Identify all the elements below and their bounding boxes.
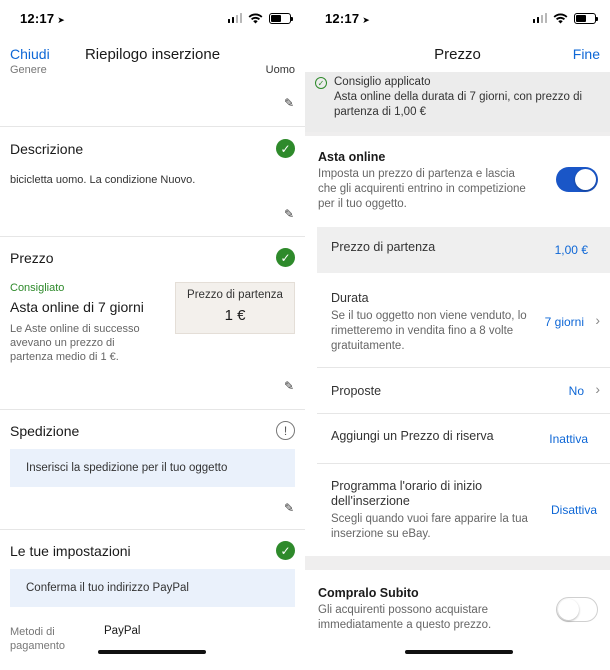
start-price-value: 1,00 € <box>554 243 588 257</box>
recommended-label: Consigliato <box>10 282 65 294</box>
reserve-price-row[interactable] <box>317 414 610 464</box>
chevron-right-icon: › <box>595 381 600 397</box>
payment-methods-label: Metodi di pagamento <box>10 626 66 652</box>
start-price-row[interactable] <box>317 227 610 273</box>
auction-title: Asta online <box>318 150 386 164</box>
auction-card <box>305 136 610 556</box>
settings-title: Le tue impostazioni <box>10 543 131 559</box>
reserve-label: Aggiungi un Prezzo di riserva <box>331 429 494 443</box>
pencil-icon[interactable]: ✎ <box>283 501 294 515</box>
pencil-icon[interactable]: ✎ <box>283 96 294 110</box>
start-price-value: 1 € <box>224 307 246 324</box>
location-arrow-icon: ➤ <box>57 14 65 25</box>
schedule-label: Programma l'orario di inizio dell'inserzione <box>331 479 483 508</box>
wifi-icon <box>248 13 263 24</box>
duration-row[interactable] <box>317 273 610 368</box>
check-circle-icon: ✓ <box>315 77 327 89</box>
banner-title: Consiglio applicato <box>334 76 431 88</box>
schedule-row[interactable] <box>317 464 610 556</box>
close-button[interactable]: Chiudi <box>10 46 50 62</box>
schedule-desc: Scegli quando vuoi fare apparire la tua inserzione su eBay. <box>331 513 528 540</box>
section-settings[interactable] <box>0 530 305 670</box>
category-value: Uomo <box>265 64 295 76</box>
buy-now-toggle[interactable] <box>556 597 598 622</box>
banner-text: Asta online della durata di 7 giorni, con prezzo di partenza di 1,00 € <box>334 91 583 118</box>
battery-icon <box>574 13 596 24</box>
start-price-box <box>175 282 295 334</box>
duration-desc: Se il tuo oggetto non viene venduto, lo rimetteremo in vendita fino a 8 volte gratuitamente. <box>331 310 527 352</box>
summary-list <box>0 64 305 660</box>
status-time: 12:17 <box>20 10 55 26</box>
page-title: Prezzo <box>434 45 481 63</box>
status-bar <box>305 0 610 36</box>
page-title: Riepilogo inserzione <box>84 45 221 63</box>
offers-row[interactable] <box>317 368 610 414</box>
summary-screen <box>0 0 305 660</box>
shipping-prompt[interactable]: Inserisci la spedizione per il tuo oggetto <box>10 449 295 487</box>
section-price[interactable] <box>0 237 305 410</box>
chevron-right-icon: › <box>595 312 600 328</box>
price-title: Prezzo <box>10 250 54 266</box>
buy-now-card <box>305 570 610 660</box>
pencil-icon[interactable]: ✎ <box>283 379 294 393</box>
buy-now-title: Compralo Subito <box>318 586 419 600</box>
pencil-icon[interactable]: ✎ <box>283 207 294 221</box>
buy-now-desc: Gli acquirenti possono acquistare immediatamente a questo prezzo. <box>318 604 492 631</box>
signal-icon <box>228 13 243 23</box>
section-category[interactable] <box>0 64 305 127</box>
description-text: bicicletta uomo. La condizione Nuovo. <box>10 174 196 186</box>
offers-value: No <box>568 384 584 398</box>
location-arrow-icon: ➤ <box>362 14 370 25</box>
auction-toggle[interactable] <box>556 167 598 192</box>
duration-value: 7 giorni <box>544 315 584 329</box>
start-price-label: Prezzo di partenza <box>331 240 436 254</box>
shipping-title: Spedizione <box>10 423 80 439</box>
home-indicator <box>405 650 513 654</box>
wifi-icon <box>553 13 568 24</box>
category-label: Genere <box>10 64 47 76</box>
check-circle-icon: ✓ <box>276 139 295 158</box>
start-price-label: Prezzo di partenza <box>187 289 283 301</box>
exclamation-circle-icon: ! <box>276 421 295 440</box>
auction-headline: Asta online di 7 giorni <box>10 299 144 315</box>
auction-desc: Imposta un prezzo di partenza e lascia che gli acquirenti entrino in competizione per il tuo oggetto. <box>318 168 526 210</box>
price-note: Le Aste online di successo avevano un prezzo di partenza medio di 1 €. <box>10 323 140 363</box>
status-time: 12:17 <box>325 10 360 26</box>
duration-label: Durata <box>331 291 369 305</box>
status-bar <box>0 0 305 36</box>
description-title: Descrizione <box>10 141 84 157</box>
price-screen <box>305 0 610 660</box>
check-circle-icon: ✓ <box>276 541 295 560</box>
nav-bar <box>305 36 610 72</box>
home-indicator <box>98 650 206 654</box>
check-circle-icon: ✓ <box>276 248 295 267</box>
recommendation-banner <box>305 72 610 132</box>
reserve-value[interactable]: Inattiva <box>549 432 588 446</box>
section-description[interactable] <box>0 127 305 237</box>
section-shipping[interactable] <box>0 410 305 530</box>
done-button[interactable]: Fine <box>572 46 600 62</box>
offers-label: Proposte <box>331 384 382 398</box>
paypal-prompt[interactable]: Conferma il tuo indirizzo PayPal <box>10 569 295 607</box>
schedule-value[interactable]: Disattiva <box>550 503 597 517</box>
signal-icon <box>533 13 548 23</box>
battery-icon <box>269 13 291 24</box>
payment-methods-value: PayPal <box>104 625 141 637</box>
